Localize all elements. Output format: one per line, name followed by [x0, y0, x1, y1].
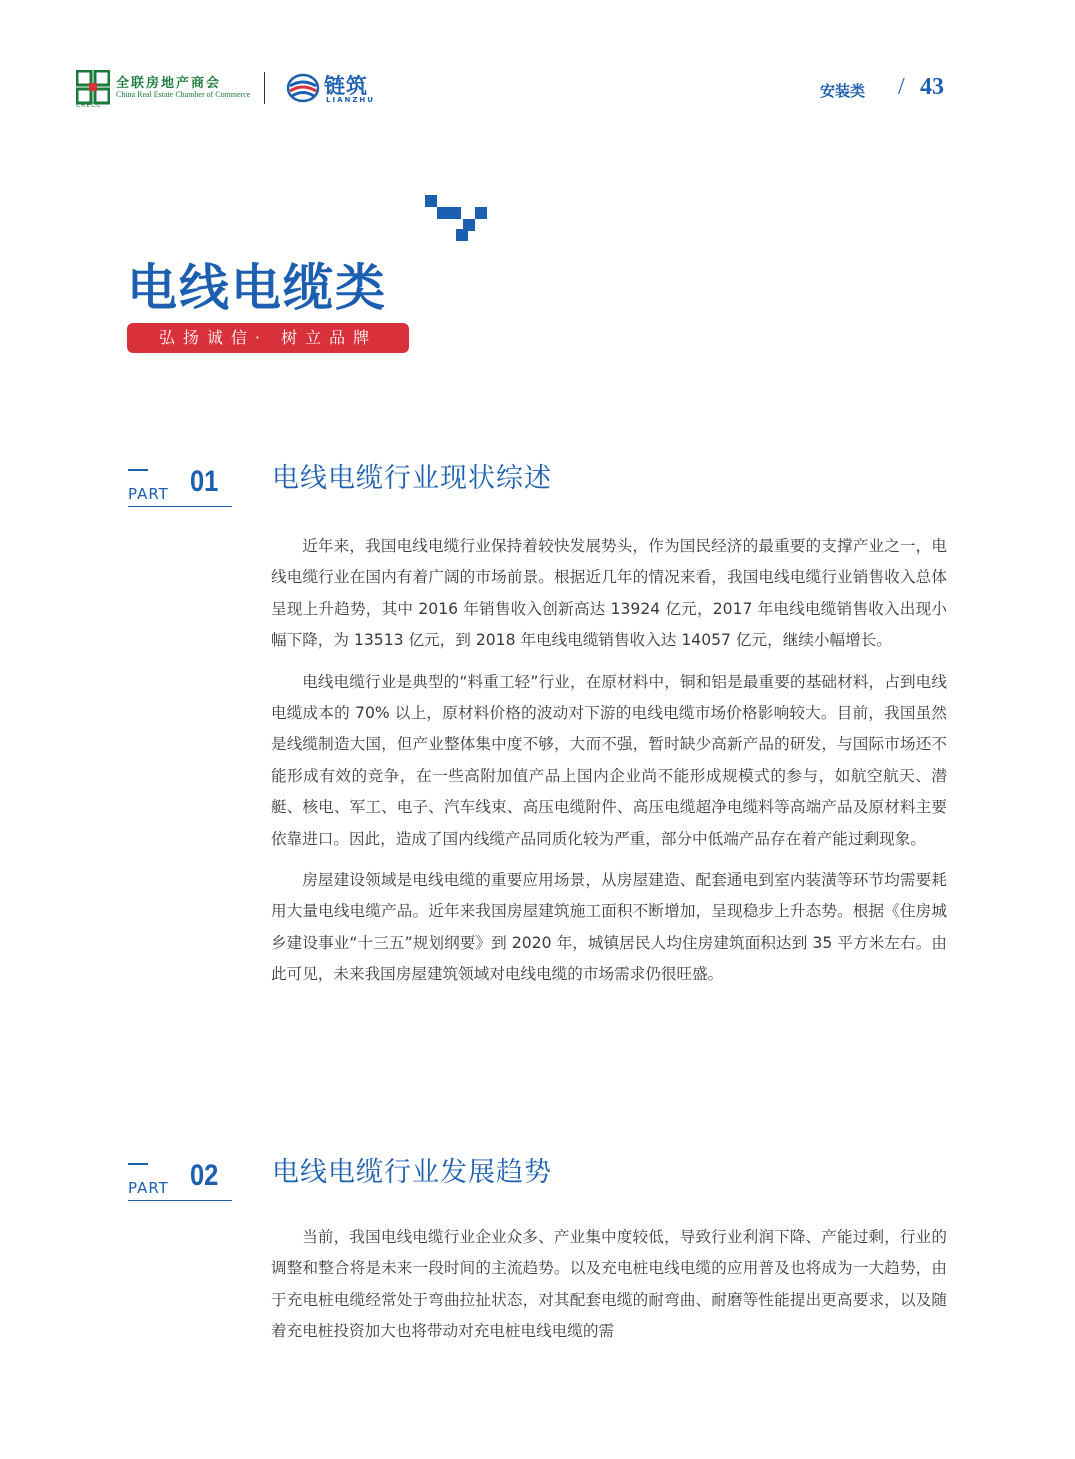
- page-separator: /: [898, 74, 905, 100]
- part-number: 02: [190, 1159, 219, 1192]
- part-underline: [128, 506, 232, 507]
- crecc-abbreviation: CRECC: [76, 102, 102, 109]
- part-underline: [128, 1200, 232, 1201]
- part-label: PART: [128, 485, 169, 503]
- crecc-name-cn: 全联房地产商会: [116, 76, 222, 91]
- pixel-decoration-icon: [425, 195, 489, 243]
- slogan-banner: 弘扬诚信· 树立品牌: [127, 323, 409, 353]
- part-dash: [128, 469, 148, 471]
- section-body-01: [271, 531, 947, 1001]
- page-header: [76, 68, 1075, 108]
- logo-divider: [264, 72, 265, 104]
- paragraph: 近年来，我国电线电缆行业保持着较快发展势头，作为国民经济的最重要的支撑产业之一，电线电缆行业在国内有着广阔的市场前景。根据近几年的情况来看，我国电线电缆行业销售收入总体呈现上升趋势，其中 2016 年销售收入创新高达 13924 亿元，2017 年电线电缆销售收入出现小幅下降，为 13513 亿元，到 2018 年电线电缆销售收入达 14057 亿元，继续小幅增长。: [271, 537, 947, 650]
- crecc-logo-icon: [76, 70, 110, 106]
- part-number: 01: [190, 465, 219, 498]
- paragraph: 房屋建设领域是电线电缆的重要应用场景，从房屋建造、配套通电到室内装潢等环节均需要耗用大量电线电缆产品。近年来我国房屋建筑施工面积不断增加，呈现稳步上升态势。根据《住房城乡建设事业“十三五”规划纲要》到 2020 年，城镇居民人均住房建筑面积达到 35 平方米左右。由此可见，未来我国房屋建筑领域对电线电缆的市场需求仍很旺盛。: [271, 871, 947, 984]
- lianzhu-logo-icon: [286, 73, 320, 103]
- lianzhu-name-en: LIANZHU: [326, 96, 375, 104]
- part-dash: [128, 1163, 148, 1165]
- part-label: PART: [128, 1179, 169, 1197]
- section-heading-01: 电线电缆行业现状综述: [272, 463, 552, 494]
- paragraph: 电线电缆行业是典型的“料重工轻”行业，在原材料中，铜和铝是最重要的基础材料，占到电线电缆成本的 70% 以上，原材料价格的波动对下游的电线电缆市场价格影响较大。目前，我国虽然是线缆制造大国，但产业整体集中度不够，大而不强，暂时缺少高新产品的研发，与国际市场还不能形成有效的竞争，在一些高附加值产品上国内企业尚不能形成规模式的参与，如航空航天、潜艇、核电、军工、电子、汽车线束、高压电缆附件、高压电缆超净电缆料等高端产品及原材料主要依靠进口。因此，造成了国内线缆产品同质化较为严重，部分中低端产品存在着产能过剩现象。: [271, 672, 947, 848]
- section-body-02: [271, 1222, 947, 1358]
- page-number: 43: [920, 74, 944, 100]
- section-tag: 安装类: [820, 82, 866, 100]
- section-heading-02: 电线电缆行业发展趋势: [272, 1157, 552, 1188]
- paragraph: 当前，我国电线电缆行业企业众多、产业集中度较低，导致行业利润下降、产能过剩，行业的调整和整合将是未来一段时间的主流趋势。以及充电桩电线电缆的应用普及也将成为一大趋势，由于充电桩电缆经常处于弯曲拉扯状态，对其配套电缆的耐弯曲、耐磨等性能提出更高要求，以及随着充电桩投资加大也将带动对充电桩电线电缆的需: [271, 1228, 947, 1341]
- part-01-marker: [128, 465, 232, 509]
- crecc-name-en: China Real Estate Chamber of Commerce: [116, 90, 251, 99]
- part-02-marker: [128, 1159, 232, 1203]
- lianzhu-name-cn: 链筑: [324, 74, 368, 98]
- main-title: 电线电缆类: [127, 259, 387, 317]
